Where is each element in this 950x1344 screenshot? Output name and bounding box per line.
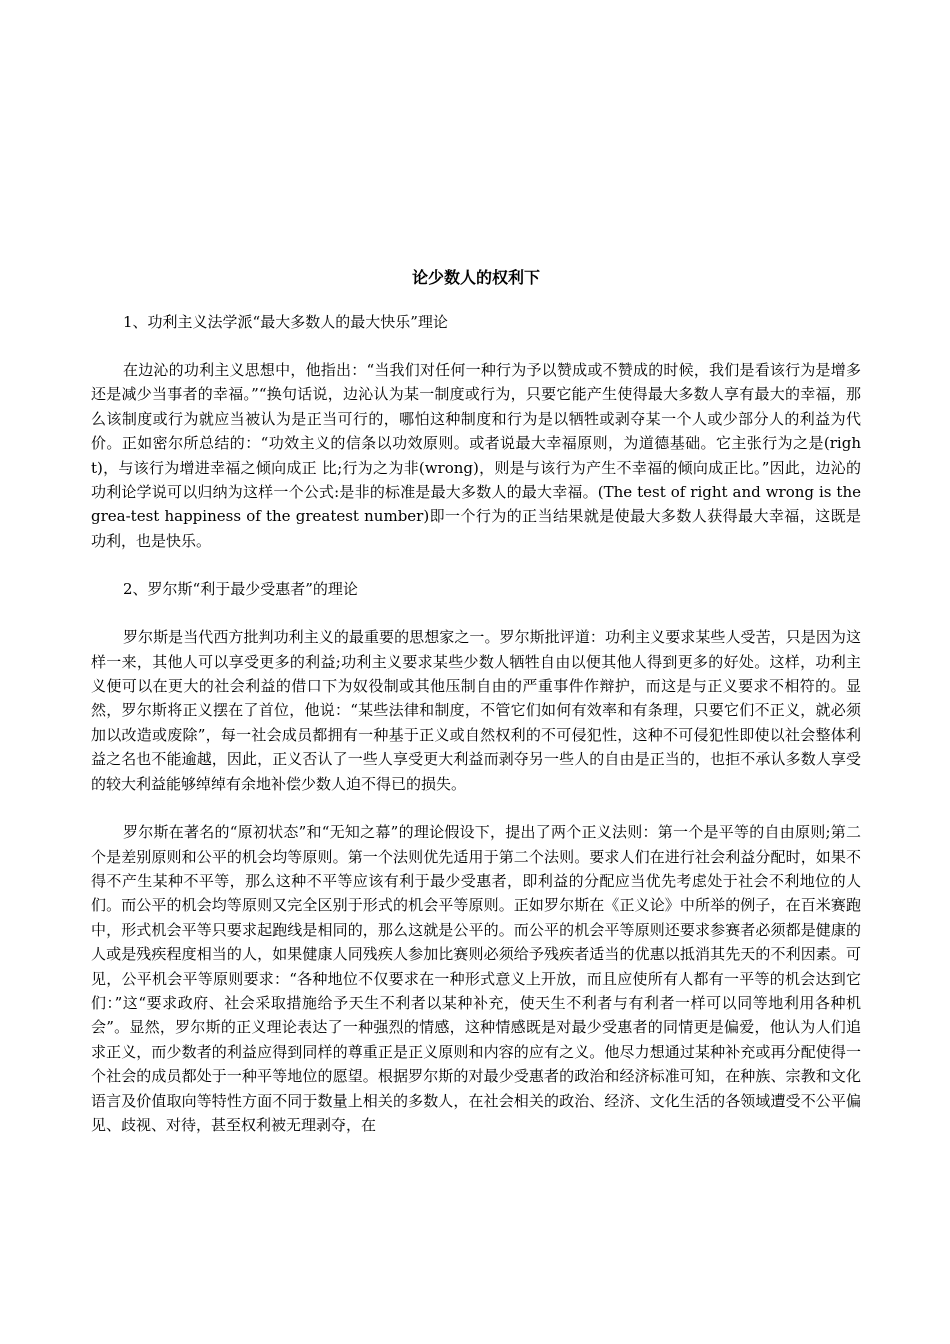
section-2-paragraph-2: 罗尔斯在著名的“原初状态”和“无知之幕”的理论假设下，提出了两个正义法则：第一个是平等的自由原则;第二个是差别原则和公平的机会均等原则。第一个法则优先适用于第二个法则。要求人们在进行社会利益分配时，如果不得不产生某种不平等，那么这种不平等应该有利于最少受惠者，即利益的分配应当优先考虑处于社会不利地位的人们。而公平的机会均等原则又完全区别于形式的机会平等原则。正如罗尔斯在《正义论》中所举的例子，在百米赛跑中，形式机会平等只要求起跑线是相同的，那么这就是公平的。而公平的机会平等原则还要求参赛者必须都是健康的人或是残疾程度相当的人，如果健康人同残疾人参加比赛则必须给予残疾者适当的优惠以抵消其先天的不利因素。可见，公平机会平等原则要求：“各种地位不仅要求在一种形式意义上开放，而且应使所有人都有一平等的机会达到它们：”这“要求政府、社会采取措施给予天生不利者以某种补充，使天生不利者与有利者一样可以同等地利用各种机会”。显然，罗尔斯的正义理论表达了一种强烈的情感，这种情感既是对最少受惠者的同情更是偏爱，他认为人们追求正义，而少数者的利益应得到同样的尊重正是正义原则和内容的应有之义。他尽力想通过某种补充或再分配使得一个社会的成员都处于一种平等地位的愿望。根据罗尔斯的对最少受惠者的政治和经济标准可知，在种族、宗教和文化语言及价值取向等特性方面不同于数量上相关的多数人，在社会相关的政治、经济、文化生活的各领域遭受不公平偏见、歧视、对待，甚至权利被无理剥夺，在 [91,823,861,1134]
section-1-heading: 1、功利主义法学派“最大多数人的最大快乐”理论 [123,313,448,331]
section-1-paragraph-1: 在边沁的功利主义思想中，他指出：“当我们对任何一种行为予以赞成或不赞成的时候，我们是看该行为是增多还是减少当事者的幸福。”“换句话说，边沁认为某一制度或行为，只要它能产生使得最大多数人享有最大的幸福，那么该制度或行为就应当被认为是正当可行的，哪怕这种制度和行为是以牺牲或剥夺某一个人或少部分人的利益为代价。正如密尔所总结的：“功效主义的信条以功效原则。或者说最大幸福原则，为道德基础。它主张行为之是(right)，与该行为增进幸福之倾向成正 比;行为之为非(wrong)，则是与该行为产生不幸福的倾向成正比。”因此，边沁的功利论学说可以归纳为这样一个公式:是非的标准是最大多数人的最大幸福。(The test of right and wrong is the grea-test happiness of the greatest number)即一个行为的正当结果就是使最大多数人获得最大幸福，这既是功利，也是快乐。 [91,361,861,550]
document-page [91,266,861,1161]
document-title: 论少数人的权利下 [411,268,540,287]
section-2-paragraph-1: 罗尔斯是当代西方批判功利主义的最重要的思想家之一。罗尔斯批评道：功利主义要求某些人受苦，只是因为这样一来，其他人可以享受更多的利益;功利主义要求某些少数人牺牲自由以便其他人得到更多的好处。这样，功利主义便可以在更大的社会利益的借口下为奴役制或其他压制自由的严重事件作辩护，而这是与正义要求不相符的。显然，罗尔斯将正义摆在了首位，他说：“某些法律和制度，不管它们如何有效率和有条理，只要它们不正义，就必须加以改造或废除”，每一社会成员都拥有一种基于正义或自然权利的不可侵犯性，这种不可侵犯性即使以社会整体利益之名也不能逾越，因此，正义否认了一些人享受更大利益而剥夺另一些人的自由是正当的，也拒不承认多数人享受的较大利益能够绰绰有余地补偿少数人迫不得已的损失。 [91,628,861,793]
section-2-heading: 2、罗尔斯“利于最少受惠者”的理论 [123,580,358,599]
